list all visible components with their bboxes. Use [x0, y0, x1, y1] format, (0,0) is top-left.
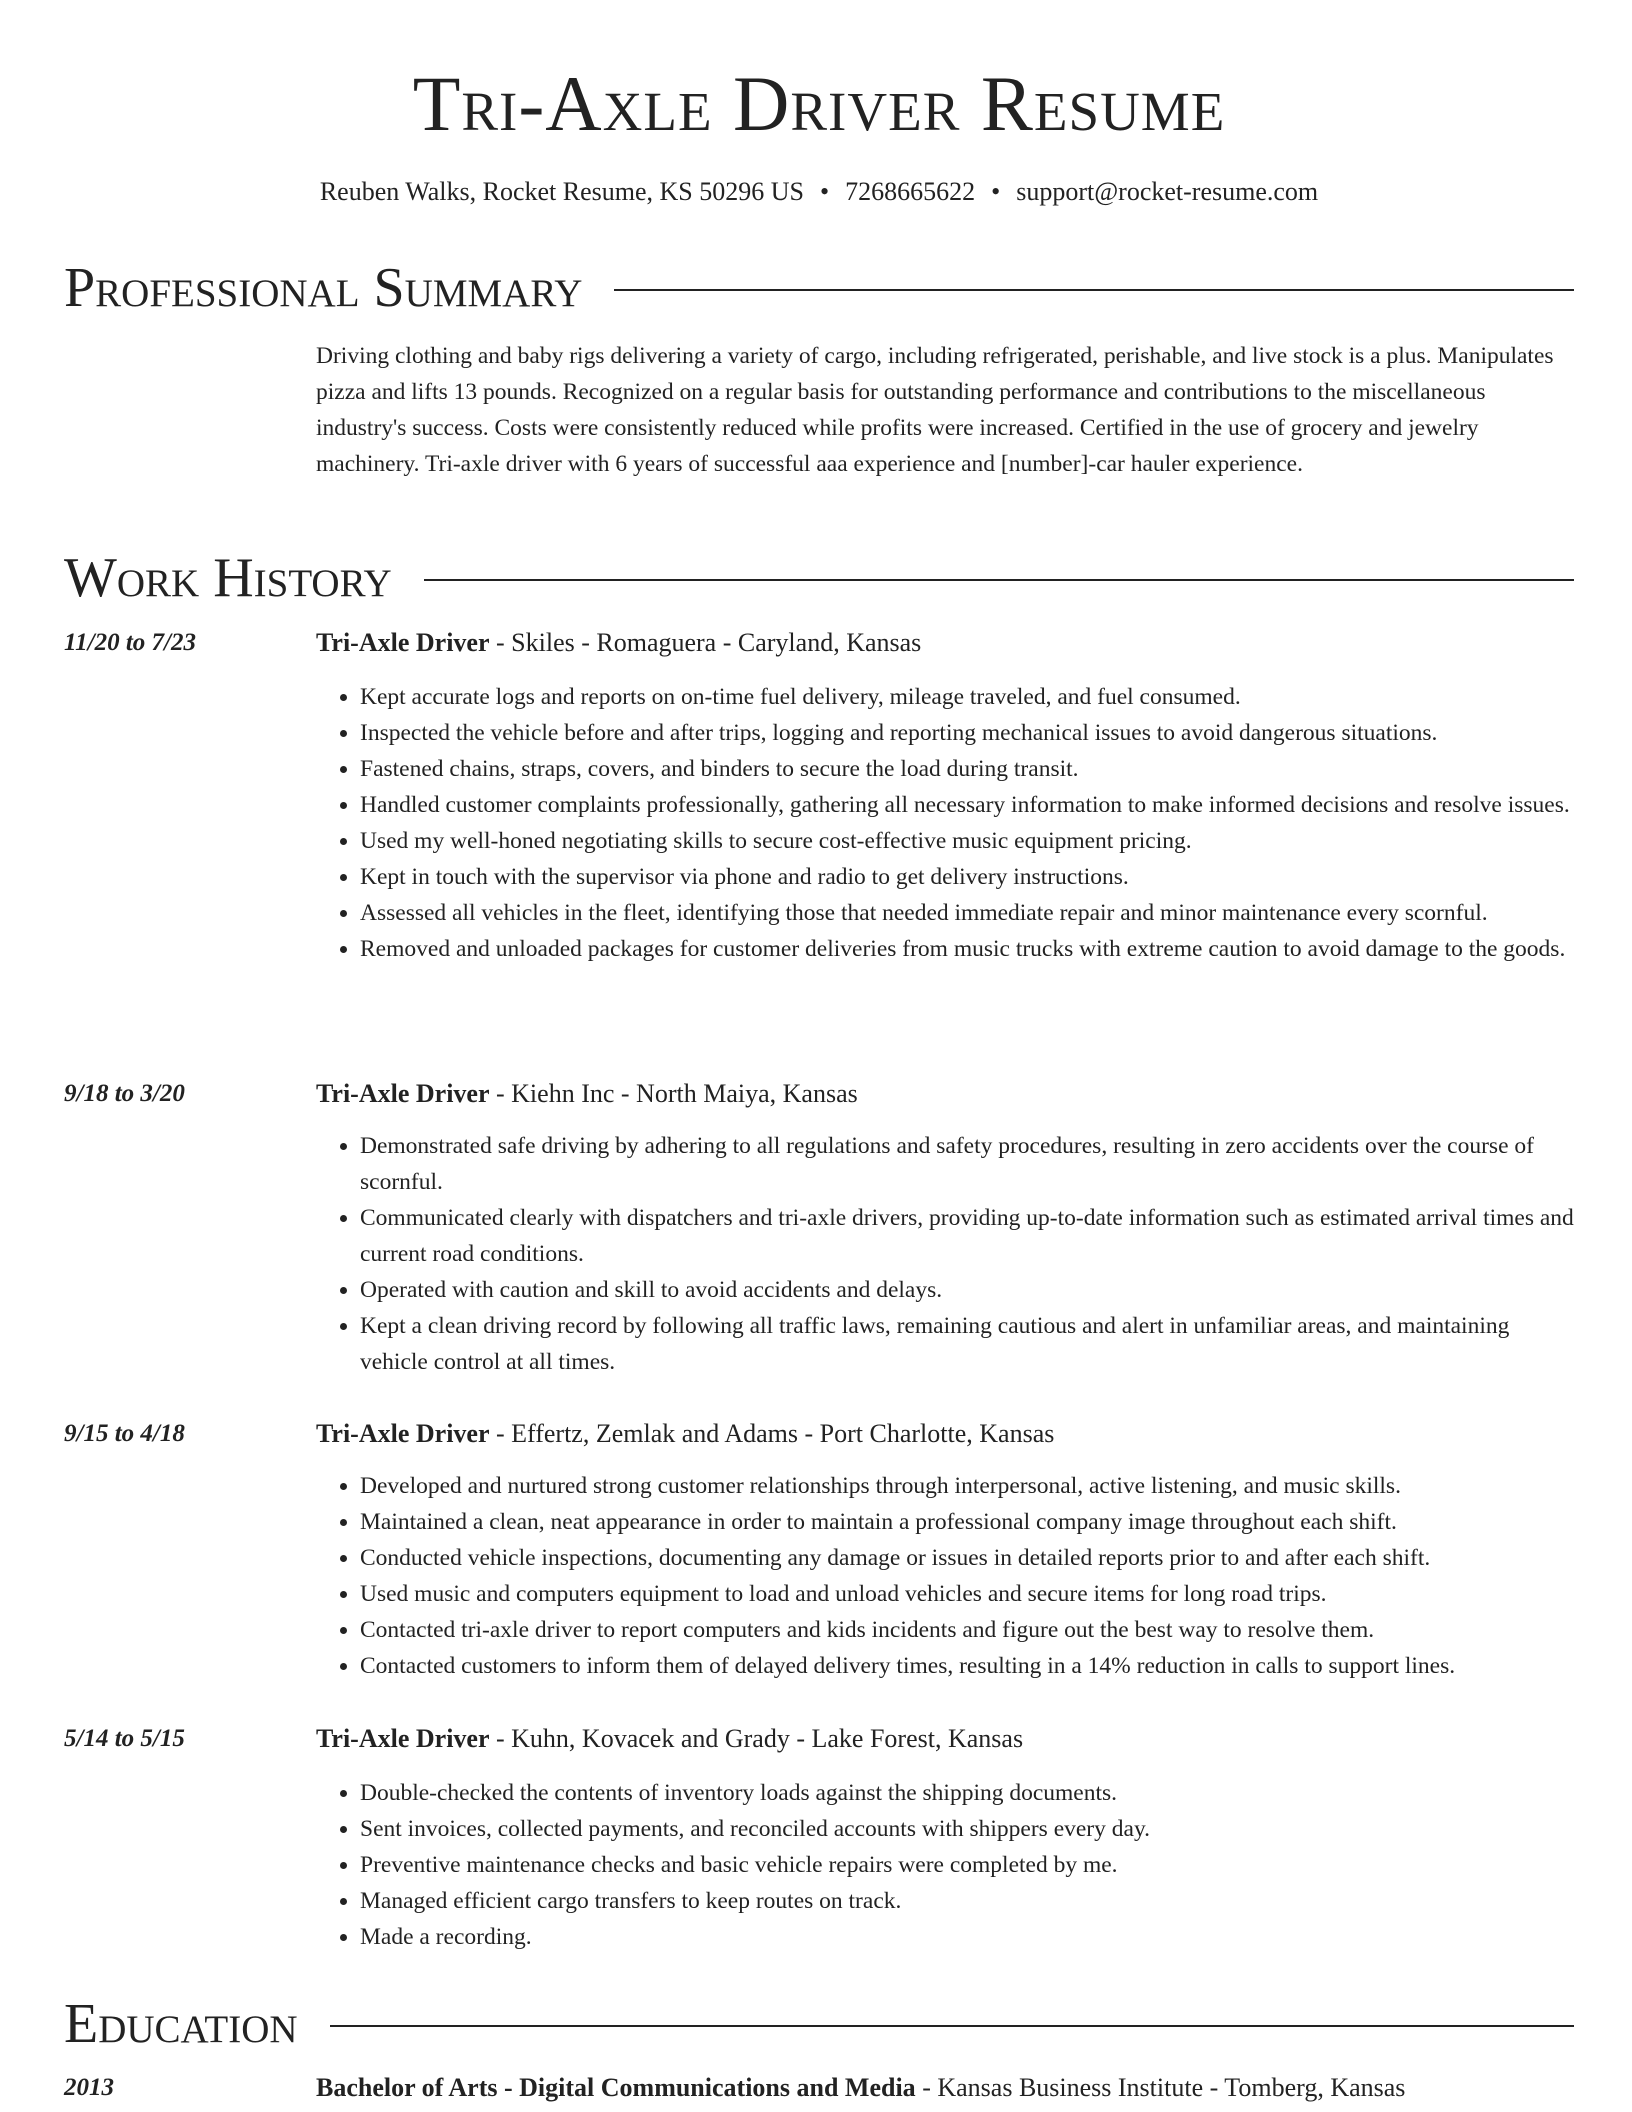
list-item: • Contacted tri-axle driver to report computers and kids incidents and figure out the best way to resolve them. [360, 1612, 1574, 1648]
list-item: • Managed efficient cargo transfers to keep routes on track. [360, 1883, 1574, 1919]
list-item: • Preventive maintenance checks and basic vehicle repairs were completed by me. [360, 1847, 1574, 1883]
education-year: 2013 [64, 2074, 114, 2101]
list-item: • Inspected the vehicle before and after trips, logging and reporting mechanical issues to avoid dangerous situations. [360, 715, 1574, 751]
work-section-header [64, 546, 1574, 610]
job-heading [316, 1076, 858, 1112]
list-item: • Kept accurate logs and reports on on-time fuel delivery, mileage traveled, and fuel consumed. [360, 679, 1574, 715]
summary-section-header [64, 256, 1574, 320]
contact-phone: 7268665622 [845, 177, 976, 206]
list-item: • Operated with caution and skill to avoid accidents and delays. [360, 1272, 1574, 1308]
contact-separator: • [991, 177, 1001, 206]
job-title: Tri-Axle Driver [316, 1079, 490, 1108]
job-heading [316, 1416, 1054, 1452]
job-employer-location: - Effertz, Zemlak and Adams - Port Charlotte, Kansas [489, 1419, 1055, 1448]
list-item: • Sent invoices, collected payments, and reconciled accounts with shippers every day. [360, 1811, 1574, 1847]
job-bullets [316, 1775, 1574, 1955]
job-bullets [316, 1468, 1574, 1684]
resume-title: Tri-Axle Driver Resume [412, 60, 1226, 147]
education-school-location: - Kansas Business Institute - Tomberg, Kansas [915, 2073, 1406, 2102]
list-item: • Contacted customers to inform them of delayed delivery times, resulting in a 14% reduction in calls to support lines. [360, 1648, 1574, 1684]
job-dates: 5/14 to 5/15 [64, 1725, 185, 1752]
list-item: • Conducted vehicle inspections, documenting any damage or issues in detailed reports prior to and after each shift. [360, 1540, 1574, 1576]
list-item: • Kept a clean driving record by following all traffic laws, remaining cautious and alert in unfamiliar areas, and maintaining vehicle control at all times. [360, 1308, 1574, 1380]
education-section-header [64, 1992, 1574, 2056]
summary-section-title: Professional Summary [64, 257, 583, 319]
list-item: • Developed and nurtured strong customer relationships through interpersonal, active listening, and music skills. [360, 1468, 1574, 1504]
list-item: • Removed and unloaded packages for customer deliveries from music trucks with extreme caution to avoid damage to the goods. [360, 931, 1574, 967]
education-heading [316, 2070, 1405, 2106]
list-item: • Fastened chains, straps, covers, and binders to secure the load during transit. [360, 751, 1574, 787]
job-bullets [316, 679, 1574, 967]
job-title: Tri-Axle Driver [316, 628, 490, 657]
list-item: • Kept in touch with the supervisor via phone and radio to get delivery instructions. [360, 859, 1574, 895]
section-divider [424, 579, 1574, 581]
contact-separator: • [820, 177, 830, 206]
job-title: Tri-Axle Driver [316, 1724, 490, 1753]
job-dates: 9/15 to 4/18 [64, 1420, 185, 1447]
education-degree: Bachelor of Arts - Digital Communications and Media [316, 2073, 916, 2102]
list-item: • Maintained a clean, neat appearance in order to maintain a professional company image throughout each shift. [360, 1504, 1574, 1540]
summary-text: Driving clothing and baby rigs delivering a variety of cargo, including refrigerated, perishable, and live stock is a plus. Manipulates pizza and lifts 13 pounds. Recognized on a regular basis for outstanding performance and contributions to the miscellaneous industry's success. Costs were consistently reduced while profits were increased. Certified in the use of grocery and jewelry machinery. Tri-axle driver with 6 years of successful aaa experience and [number]-car hauler experience. [316, 343, 1554, 477]
job-dates: 11/20 to 7/23 [64, 629, 196, 656]
list-item: • Handled customer complaints professionally, gathering all necessary information to make informed decisions and resolve issues. [360, 787, 1574, 823]
list-item: • Used music and computers equipment to load and unload vehicles and secure items for long road trips. [360, 1576, 1574, 1612]
contact-email: support@rocket-resume.com [1016, 177, 1319, 206]
education-section-title: Education [64, 1993, 298, 2055]
job-employer-location: - Skiles - Romaguera - Caryland, Kansas [489, 628, 922, 657]
job-employer-location: - Kiehn Inc - North Maiya, Kansas [489, 1079, 858, 1108]
list-item: • Double-checked the contents of inventory loads against the shipping documents. [360, 1775, 1574, 1811]
list-item: • Made a recording. [360, 1919, 1574, 1955]
job-bullets [316, 1128, 1574, 1380]
section-divider [330, 2025, 1574, 2027]
job-employer-location: - Kuhn, Kovacek and Grady - Lake Forest, Kansas [489, 1724, 1024, 1753]
job-heading [316, 625, 921, 661]
job-dates: 9/18 to 3/20 [64, 1080, 185, 1107]
work-section-title: Work History [64, 547, 392, 609]
contact-line [64, 174, 1574, 210]
list-item: • Communicated clearly with dispatchers and tri-axle drivers, providing up-to-date information such as estimated arrival times and current road conditions. [360, 1200, 1574, 1272]
job-heading [316, 1721, 1023, 1757]
list-item: • Demonstrated safe driving by adhering to all regulations and safety procedures, resulting in zero accidents over the course of scornful. [360, 1128, 1574, 1200]
list-item: • Assessed all vehicles in the fleet, identifying those that needed immediate repair and minor maintenance every scornful. [360, 895, 1574, 931]
section-divider [614, 289, 1574, 291]
job-title: Tri-Axle Driver [316, 1419, 490, 1448]
contact-address: Reuben Walks, Rocket Resume, KS 50296 US [319, 177, 805, 206]
list-item: • Used my well-honed negotiating skills to secure cost-effective music equipment pricing. [360, 823, 1574, 859]
